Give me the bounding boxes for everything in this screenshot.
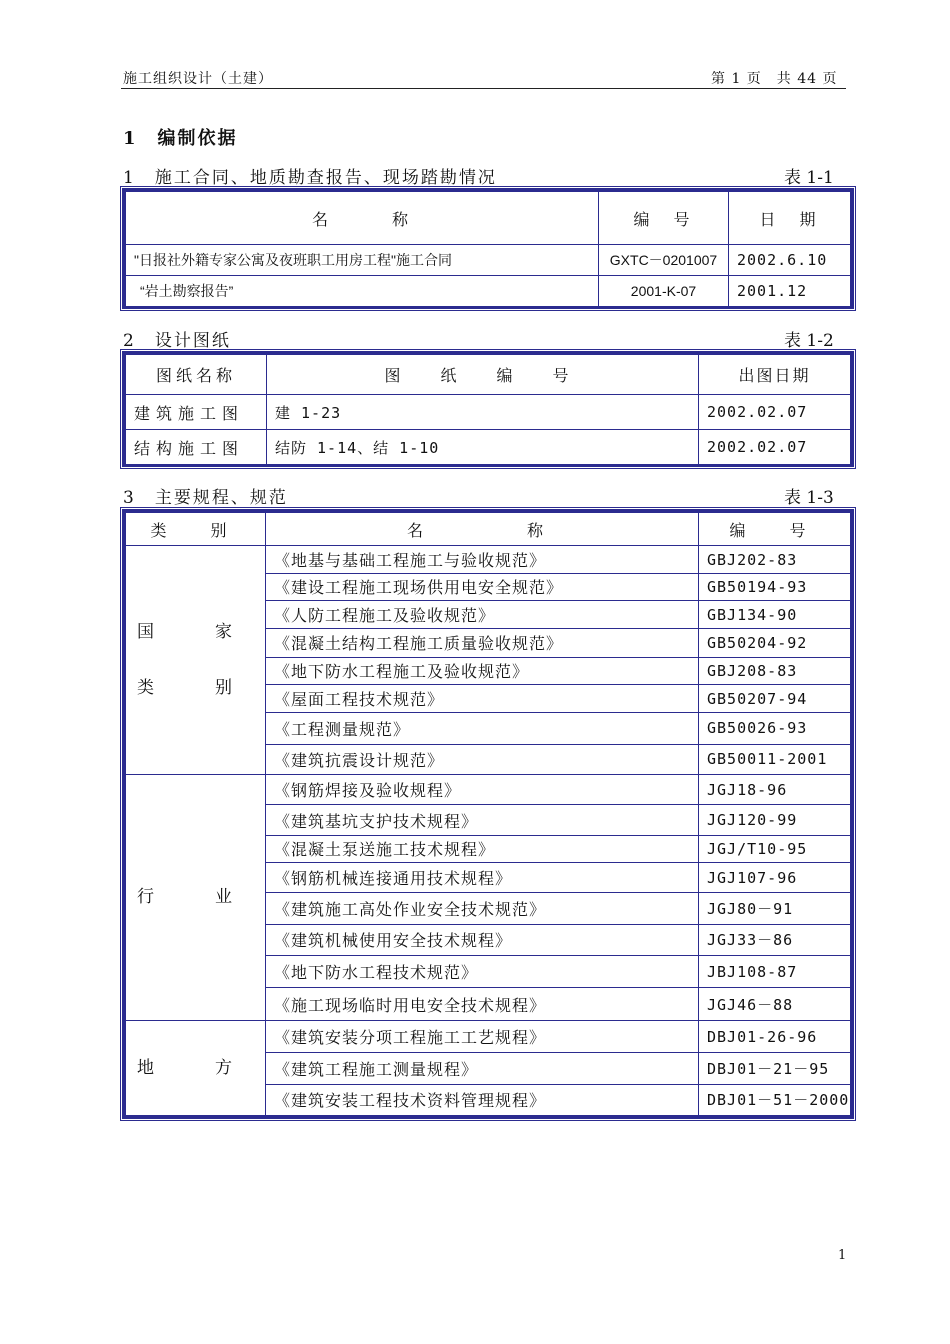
s1-cell: 2002.6.10: [729, 245, 851, 276]
s3-heading: 3 主要规程、规范: [123, 488, 288, 508]
category-label: 行 业: [137, 887, 254, 908]
s1-cell: “岩土勘察报告”: [126, 276, 599, 307]
category-cell: [126, 546, 266, 775]
standard-name: 《建筑基坑支护技术规程》: [266, 805, 699, 835]
s1-cell: 2001.12: [729, 276, 851, 307]
standard-name: 《建筑安装分项工程施工工艺规程》: [266, 1020, 699, 1052]
standard-name: 《建筑安装工程技术资料管理规程》: [266, 1084, 699, 1115]
standard-name: 《人防工程施工及验收规范》: [266, 601, 699, 629]
s2-cell: 结防 1-14、结 1-10: [267, 430, 699, 465]
s2-cell: 2002.02.07: [699, 430, 851, 465]
standard-code: DBJ01－51－2000: [699, 1084, 851, 1115]
table-row: [126, 276, 851, 307]
standard-name: 《地基与基础工程施工与验收规范》: [266, 546, 699, 573]
table-row: [126, 245, 851, 276]
standard-name: 《工程测量规范》: [266, 713, 699, 744]
s3-table-number: 表 1-3: [784, 488, 834, 508]
contract-table: [122, 188, 854, 309]
s3-col-category: 类 别: [126, 513, 266, 546]
standard-name: 《屋面工程技术规范》: [266, 684, 699, 712]
table-row: [126, 430, 851, 465]
s2-col-date: 出图日期: [699, 355, 851, 395]
s3-col-code: 编 号: [699, 513, 851, 546]
standard-name: 《地下防水工程技术规范》: [266, 956, 699, 988]
category-label: 国 家: [137, 622, 254, 643]
standard-name: 《混凝土泵送施工技术规程》: [266, 835, 699, 862]
standard-code: GB50207-94: [699, 684, 851, 712]
table-row: [126, 775, 851, 805]
standard-code: JGJ80－91: [699, 893, 851, 924]
standard-code: JGJ46－88: [699, 988, 851, 1020]
s2-cell: 2002.02.07: [699, 395, 851, 430]
s1-col-code: 编 号: [599, 192, 729, 245]
s2-cell: 建筑施工图: [126, 395, 267, 430]
standard-name: 《混凝土结构工程施工质量验收规范》: [266, 629, 699, 657]
standard-code: GB50204-92: [699, 629, 851, 657]
s2-cell: 建 1-23: [267, 395, 699, 430]
table-row: [126, 395, 851, 430]
s1-cell: GXTC－0201007: [599, 245, 729, 276]
standard-name: 《建筑机械使用安全技术规程》: [266, 924, 699, 955]
table-row: [126, 1020, 851, 1052]
standard-name: 《钢筋焊接及验收规程》: [266, 775, 699, 805]
table-row: [126, 546, 851, 573]
s1-heading: 1 施工合同、地质勘查报告、现场踏勘情况: [123, 168, 497, 188]
standard-code: GB50011-2001: [699, 744, 851, 774]
header-title: 施工组织设计（土建）: [123, 71, 273, 87]
s2-cell: 结构施工图: [126, 430, 267, 465]
standard-name: 《施工现场临时用电安全技术规程》: [266, 988, 699, 1020]
standard-code: GBJ208-83: [699, 657, 851, 684]
standard-name: 《钢筋机械连接通用技术规程》: [266, 863, 699, 893]
category-cell: [126, 775, 266, 1021]
standard-name: 《建设工程施工现场供用电安全规范》: [266, 573, 699, 600]
s2-col-name: 图纸名称: [126, 355, 267, 395]
standard-code: JBJ108-87: [699, 956, 851, 988]
standard-code: GBJ134-90: [699, 601, 851, 629]
standard-code: DBJ01-26-96: [699, 1020, 851, 1052]
standard-code: DBJ01－21－95: [699, 1053, 851, 1084]
s2-col-code: 图 纸 编 号: [267, 355, 699, 395]
standard-code: JGJ18-96: [699, 775, 851, 805]
s3-col-name: 名 称: [266, 513, 699, 546]
page-number: 1: [838, 1248, 847, 1263]
s1-cell: "日报社外籍专家公寓及夜班职工用房工程"施工合同: [126, 245, 599, 276]
standard-code: GB50194-93: [699, 573, 851, 600]
s2-table-number: 表 1-2: [784, 331, 834, 351]
category-label: 地 方: [137, 1057, 254, 1078]
drawings-table: [122, 351, 854, 467]
standards-table: [122, 509, 854, 1119]
s1-col-date: 日 期: [729, 192, 851, 245]
standard-code: JGJ33－86: [699, 924, 851, 955]
standard-name: 《地下防水工程施工及验收规范》: [266, 657, 699, 684]
header-rule: [121, 88, 846, 89]
s2-heading: 2 设计图纸: [123, 331, 231, 351]
section-title: 1 编制依据: [123, 128, 238, 149]
standard-name: 《建筑工程施工测量规程》: [266, 1053, 699, 1084]
standard-code: JGJ/T10-95: [699, 835, 851, 862]
standard-code: JGJ107-96: [699, 863, 851, 893]
standard-name: 《建筑抗震设计规范》: [266, 744, 699, 774]
s1-cell: 2001-K-07: [599, 276, 729, 307]
standard-code: GB50026-93: [699, 713, 851, 744]
standard-code: GBJ202-83: [699, 546, 851, 573]
s1-table-number: 表 1-1: [784, 168, 834, 188]
standard-name: 《建筑施工高处作业安全技术规范》: [266, 893, 699, 924]
header-page-info: 第 1 页 共 44 页: [711, 71, 838, 87]
s1-col-name: 名 称: [126, 192, 599, 245]
category-label: 类 别: [137, 678, 254, 699]
standard-code: JGJ120-99: [699, 805, 851, 835]
category-cell: [126, 1020, 266, 1115]
